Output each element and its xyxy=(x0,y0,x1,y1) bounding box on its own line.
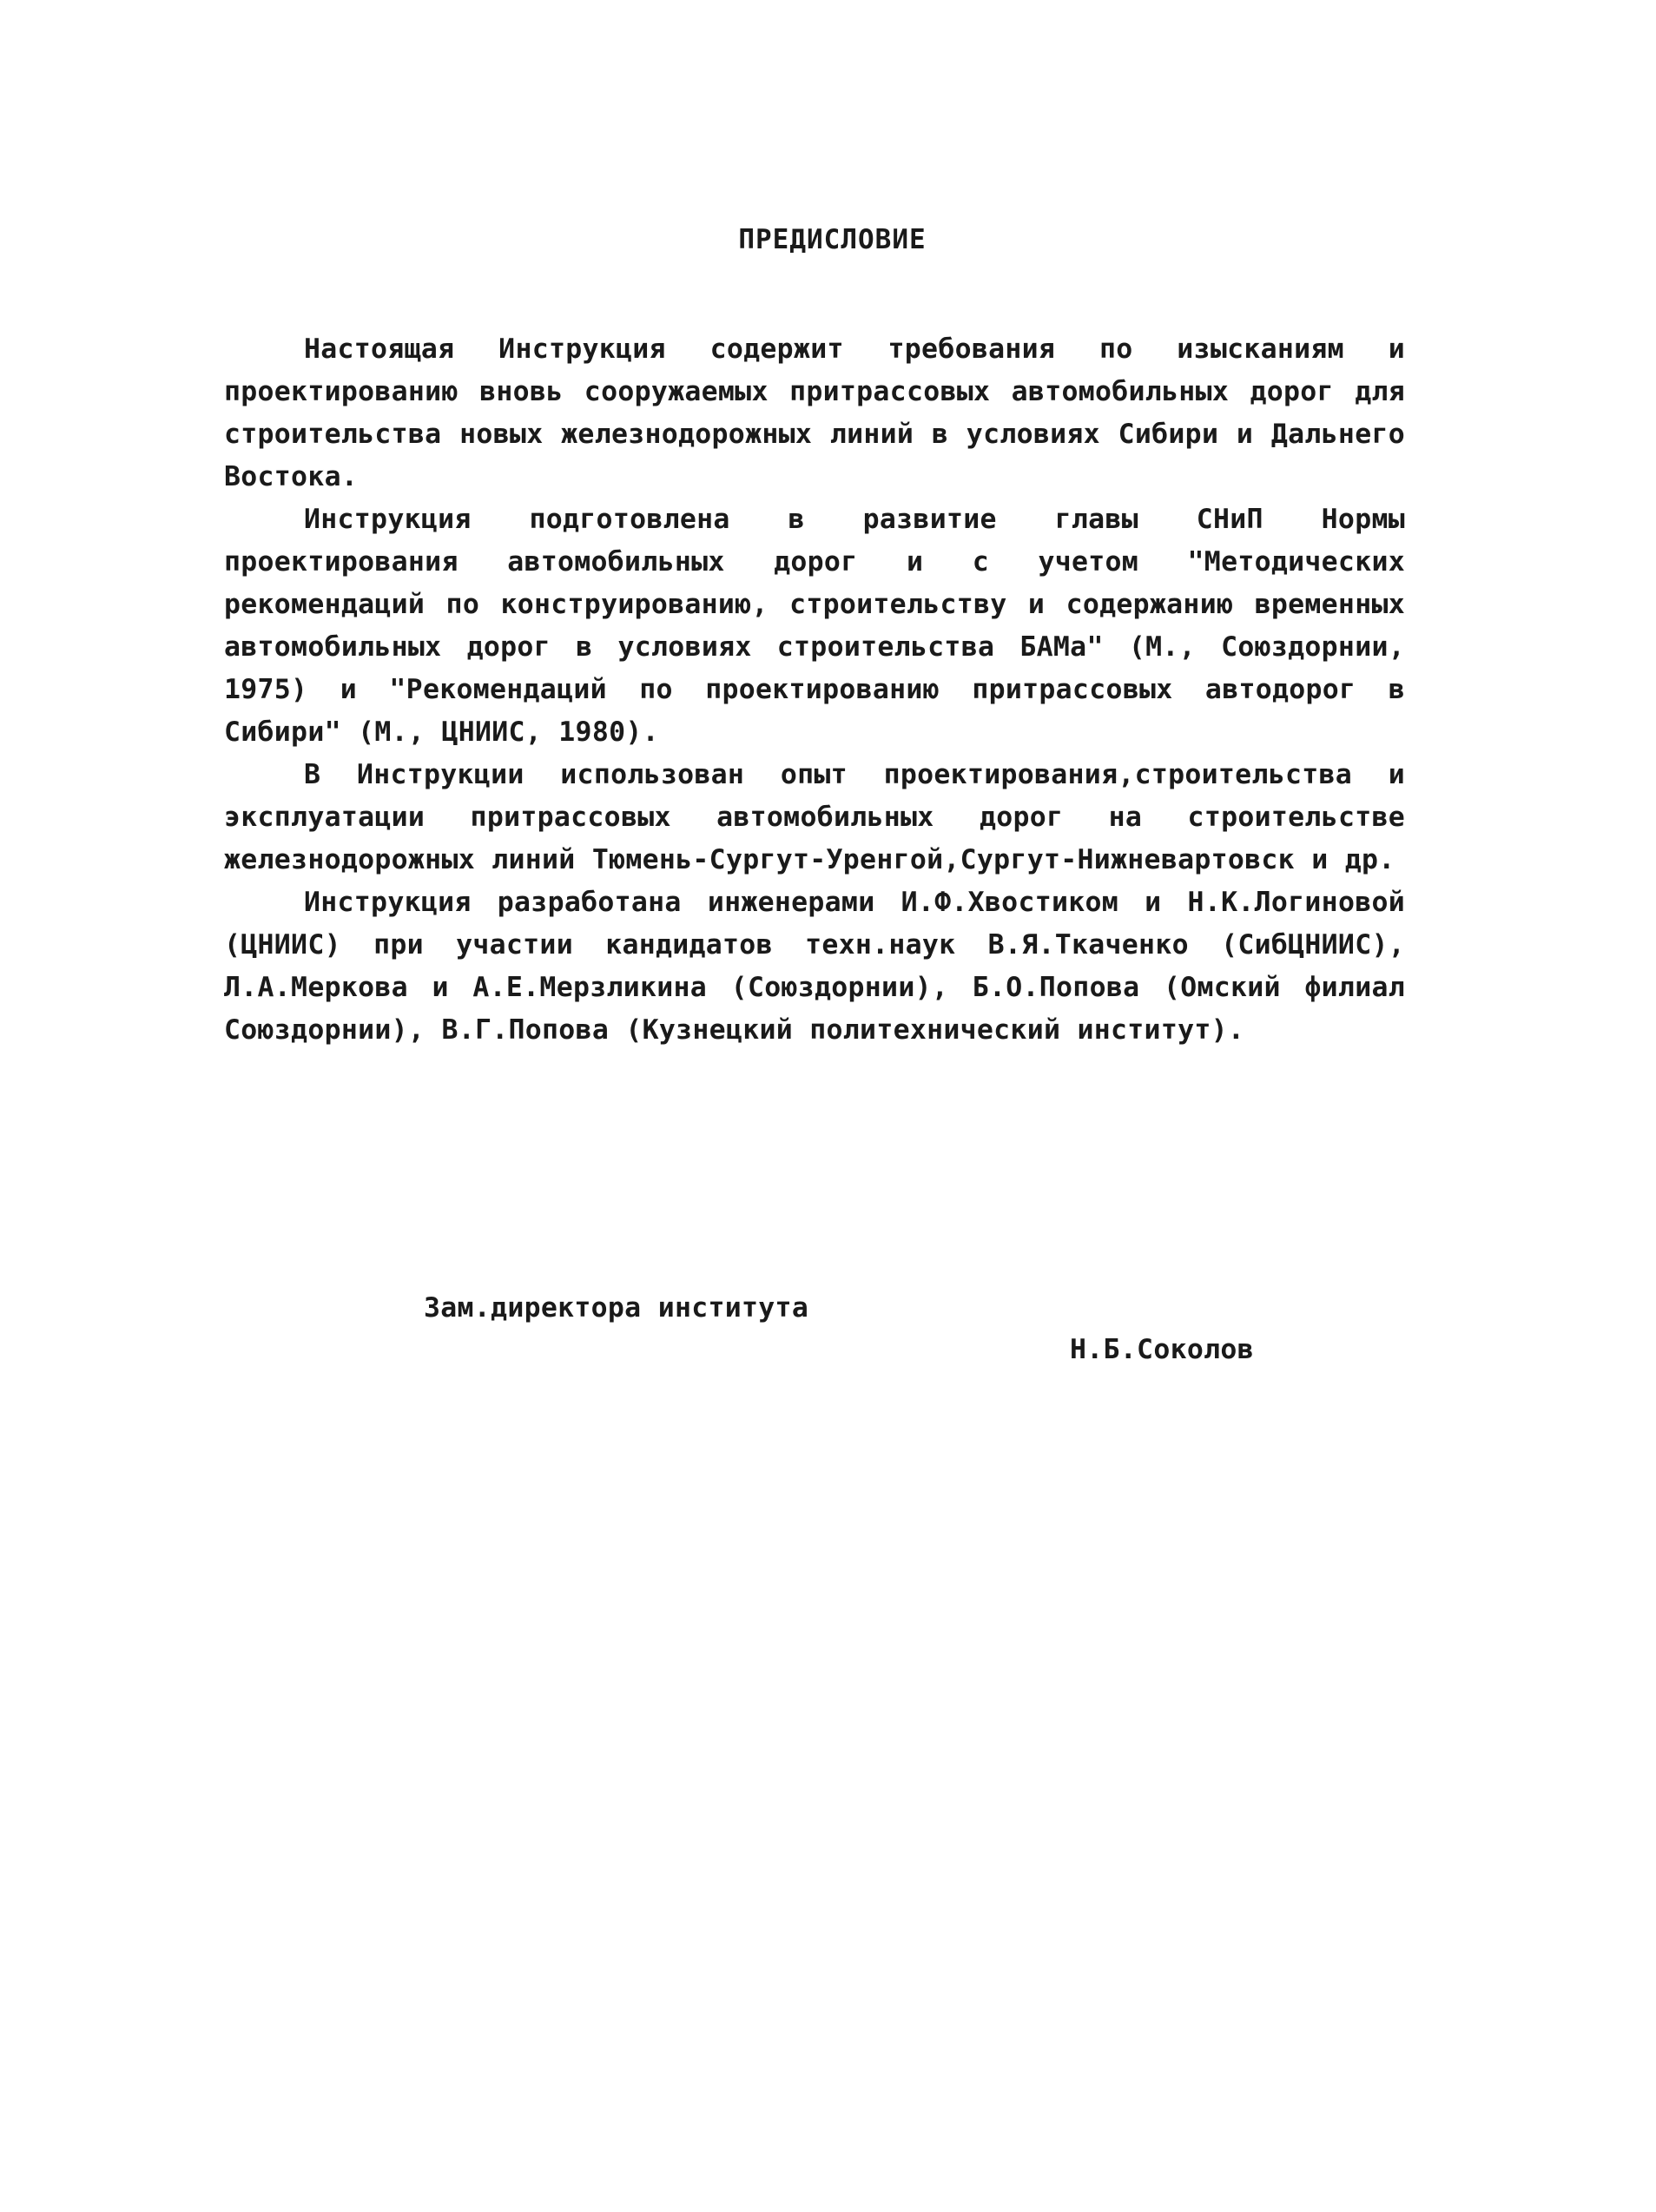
paragraph-1: Настоящая Инструкция содержит требования по изысканиям и проектированию вновь сооружаемых притрассовых автомобильных дорог для строительства новых железнодорожных линий в условиях Сибири и Дальнего Востока. xyxy=(224,333,1405,492)
paragraph-3: В Инструкции использован опыт проектирования,строительства и эксплуатации притрассовых автомобильных дорог на строительстве железнодорожных линий Тюмень-Сургут-Уренгой,Сургут-Нижневартовск и др. xyxy=(224,759,1405,875)
preface-body xyxy=(224,328,1405,1052)
signature-name: Н.Б.Соколов xyxy=(1070,1334,1254,1365)
paragraph-2: Инструкция подготовлена в развитие главы СНиП Нормы проектирования автомобильных дорог и с учетом "Методических рекомендаций по конструированию, строительству и содержанию временных автомобильных дорог в условиях строительства БАМа" (М., Союздорнии, 1975) и "Рекомендаций по проектированию притрассовых автодорог в Сибири" (М., ЦНИИС, 1980). xyxy=(224,504,1405,748)
signature-position: Зам.директора института xyxy=(424,1292,809,1324)
paragraph-4: Инструкция разработана инженерами И.Ф.Хвостиком и Н.К.Логиновой (ЦНИИС) при участии кандидатов техн.наук В.Я.Ткаченко (СибЦНИИС), Л.А.Меркова и А.Е.Мерзликина (Союздорнии), Б.О.Попова (Омский филиал Союздорнии), В.Г.Попова (Кузнецкий политехнический институт). xyxy=(224,887,1405,1046)
page-title: ПРЕДИСЛОВИЕ xyxy=(738,224,927,255)
